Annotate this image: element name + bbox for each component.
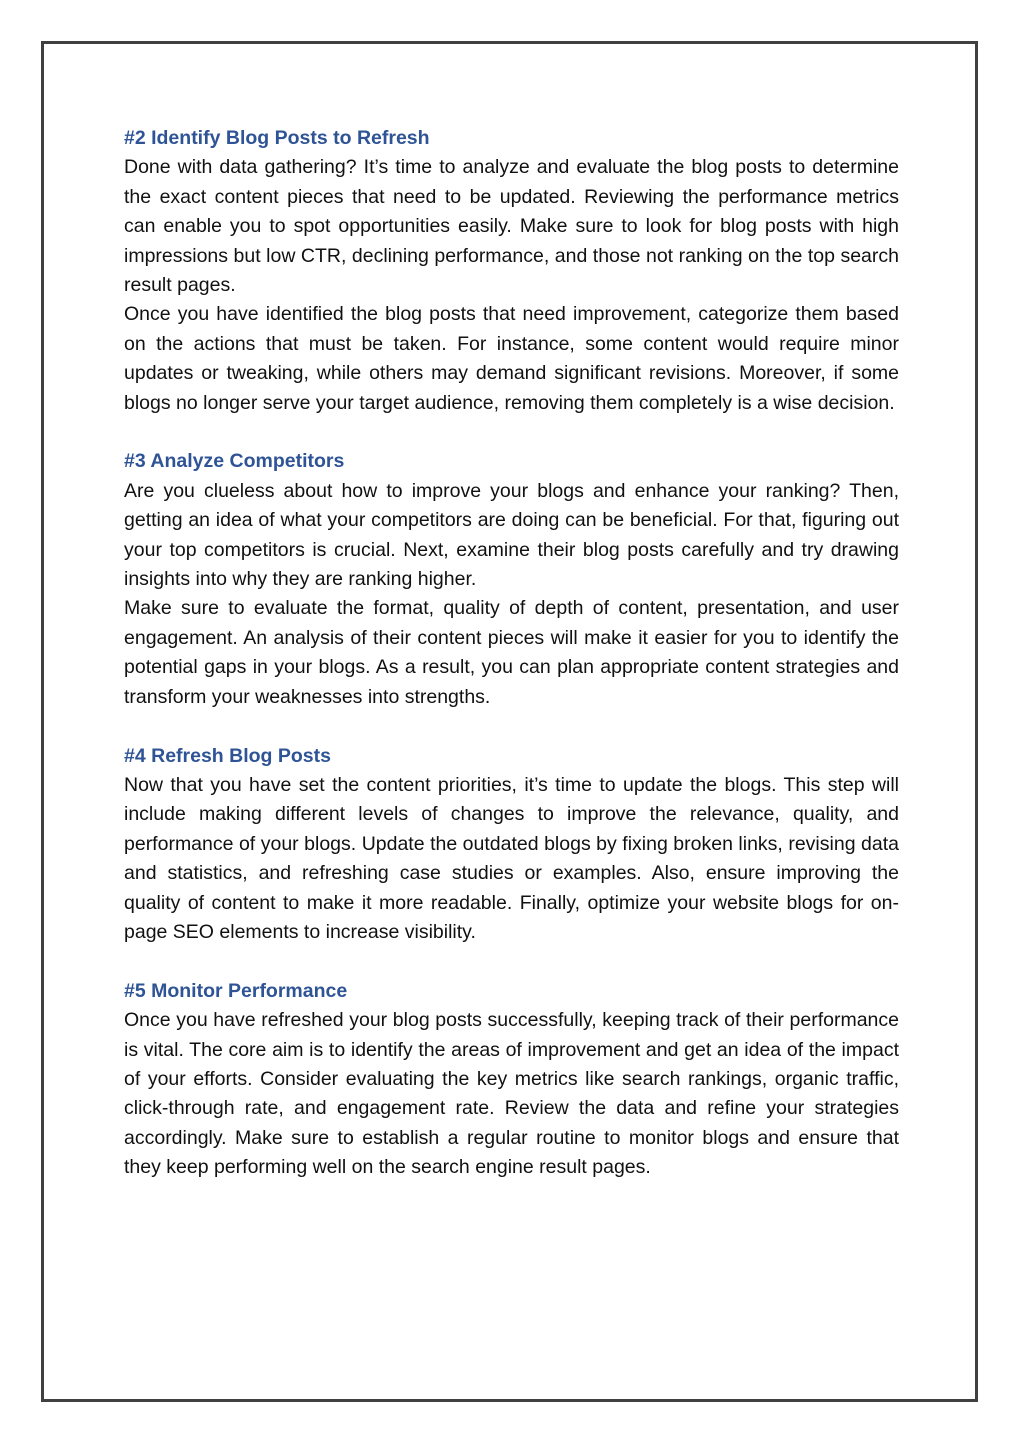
- section-heading: #2 Identify Blog Posts to Refresh: [124, 127, 430, 149]
- section-identify-blog-posts: [124, 124, 899, 418]
- paragraph: Are you clueless about how to improve your blogs and enhance your ranking? Then, getting an idea of what your competitors are doing can be beneficial. For that, figuring out your top competitors is crucial. Next, examine their blog posts carefully and try drawing insights into why they are ranking higher.: [124, 479, 899, 591]
- section-monitor-performance: [124, 977, 899, 1183]
- paragraph: Now that you have set the content priorities, it’s time to update the blogs. This step will include making different levels of changes to improve the relevance, quality, and performance of your blogs. Update the outdated blogs by fixing broken links, revising data and statistics, and refreshing case studies or examples. Also, ensure improving the quality of content to make it more readable. Finally, optimize your website blogs for on-page SEO elements to increase visibility.: [124, 773, 899, 943]
- section-heading: #5 Monitor Performance: [124, 979, 348, 1002]
- section-heading: #4 Refresh Blog Posts: [124, 744, 331, 767]
- paragraph: Once you have refreshed your blog posts successfully, keeping track of their performance is vital. The core aim is to identify the areas of improvement and get an idea of the impact of your efforts. Consider evaluating the key metrics like search rankings, organic traffic, click-through rate, and engagement rate. Review the data and refine your strategies accordingly. Make sure to establish a regular routine to monitor blogs and ensure that they keep performing well on the search engine result pages.: [124, 1009, 899, 1179]
- section-heading: #3 Analyze Competitors: [124, 450, 345, 473]
- paragraph: Make sure to evaluate the format, quality of depth of content, presentation, and user engagement. An analysis of their content pieces will make it easier for you to identify the potential gaps in your blogs. As a result, you can plan appropriate content strategies and transform your weaknesses into strengths.: [124, 597, 899, 708]
- section-analyze-competitors: [124, 447, 899, 712]
- section-refresh-blog-posts: [124, 742, 899, 948]
- paragraph: Once you have identified the blog posts that need improvement, categorize them based on the actions that must be taken. For instance, some content would require minor updates or tweaking, while others may demand significant revisions. Moreover, if some blogs no longer serve your target audience, removing them completely is a wise decision.: [124, 303, 899, 414]
- paragraph: Done with data gathering? It’s time to analyze and evaluate the blog posts to determine the exact content pieces that need to be updated. Reviewing the performance metrics can enable you to spot opportunities easily. Make sure to look for blog posts with high impressions but low CTR, declining performance, and those not ranking on the top search result pages.: [124, 156, 899, 297]
- document-body: [124, 124, 899, 1212]
